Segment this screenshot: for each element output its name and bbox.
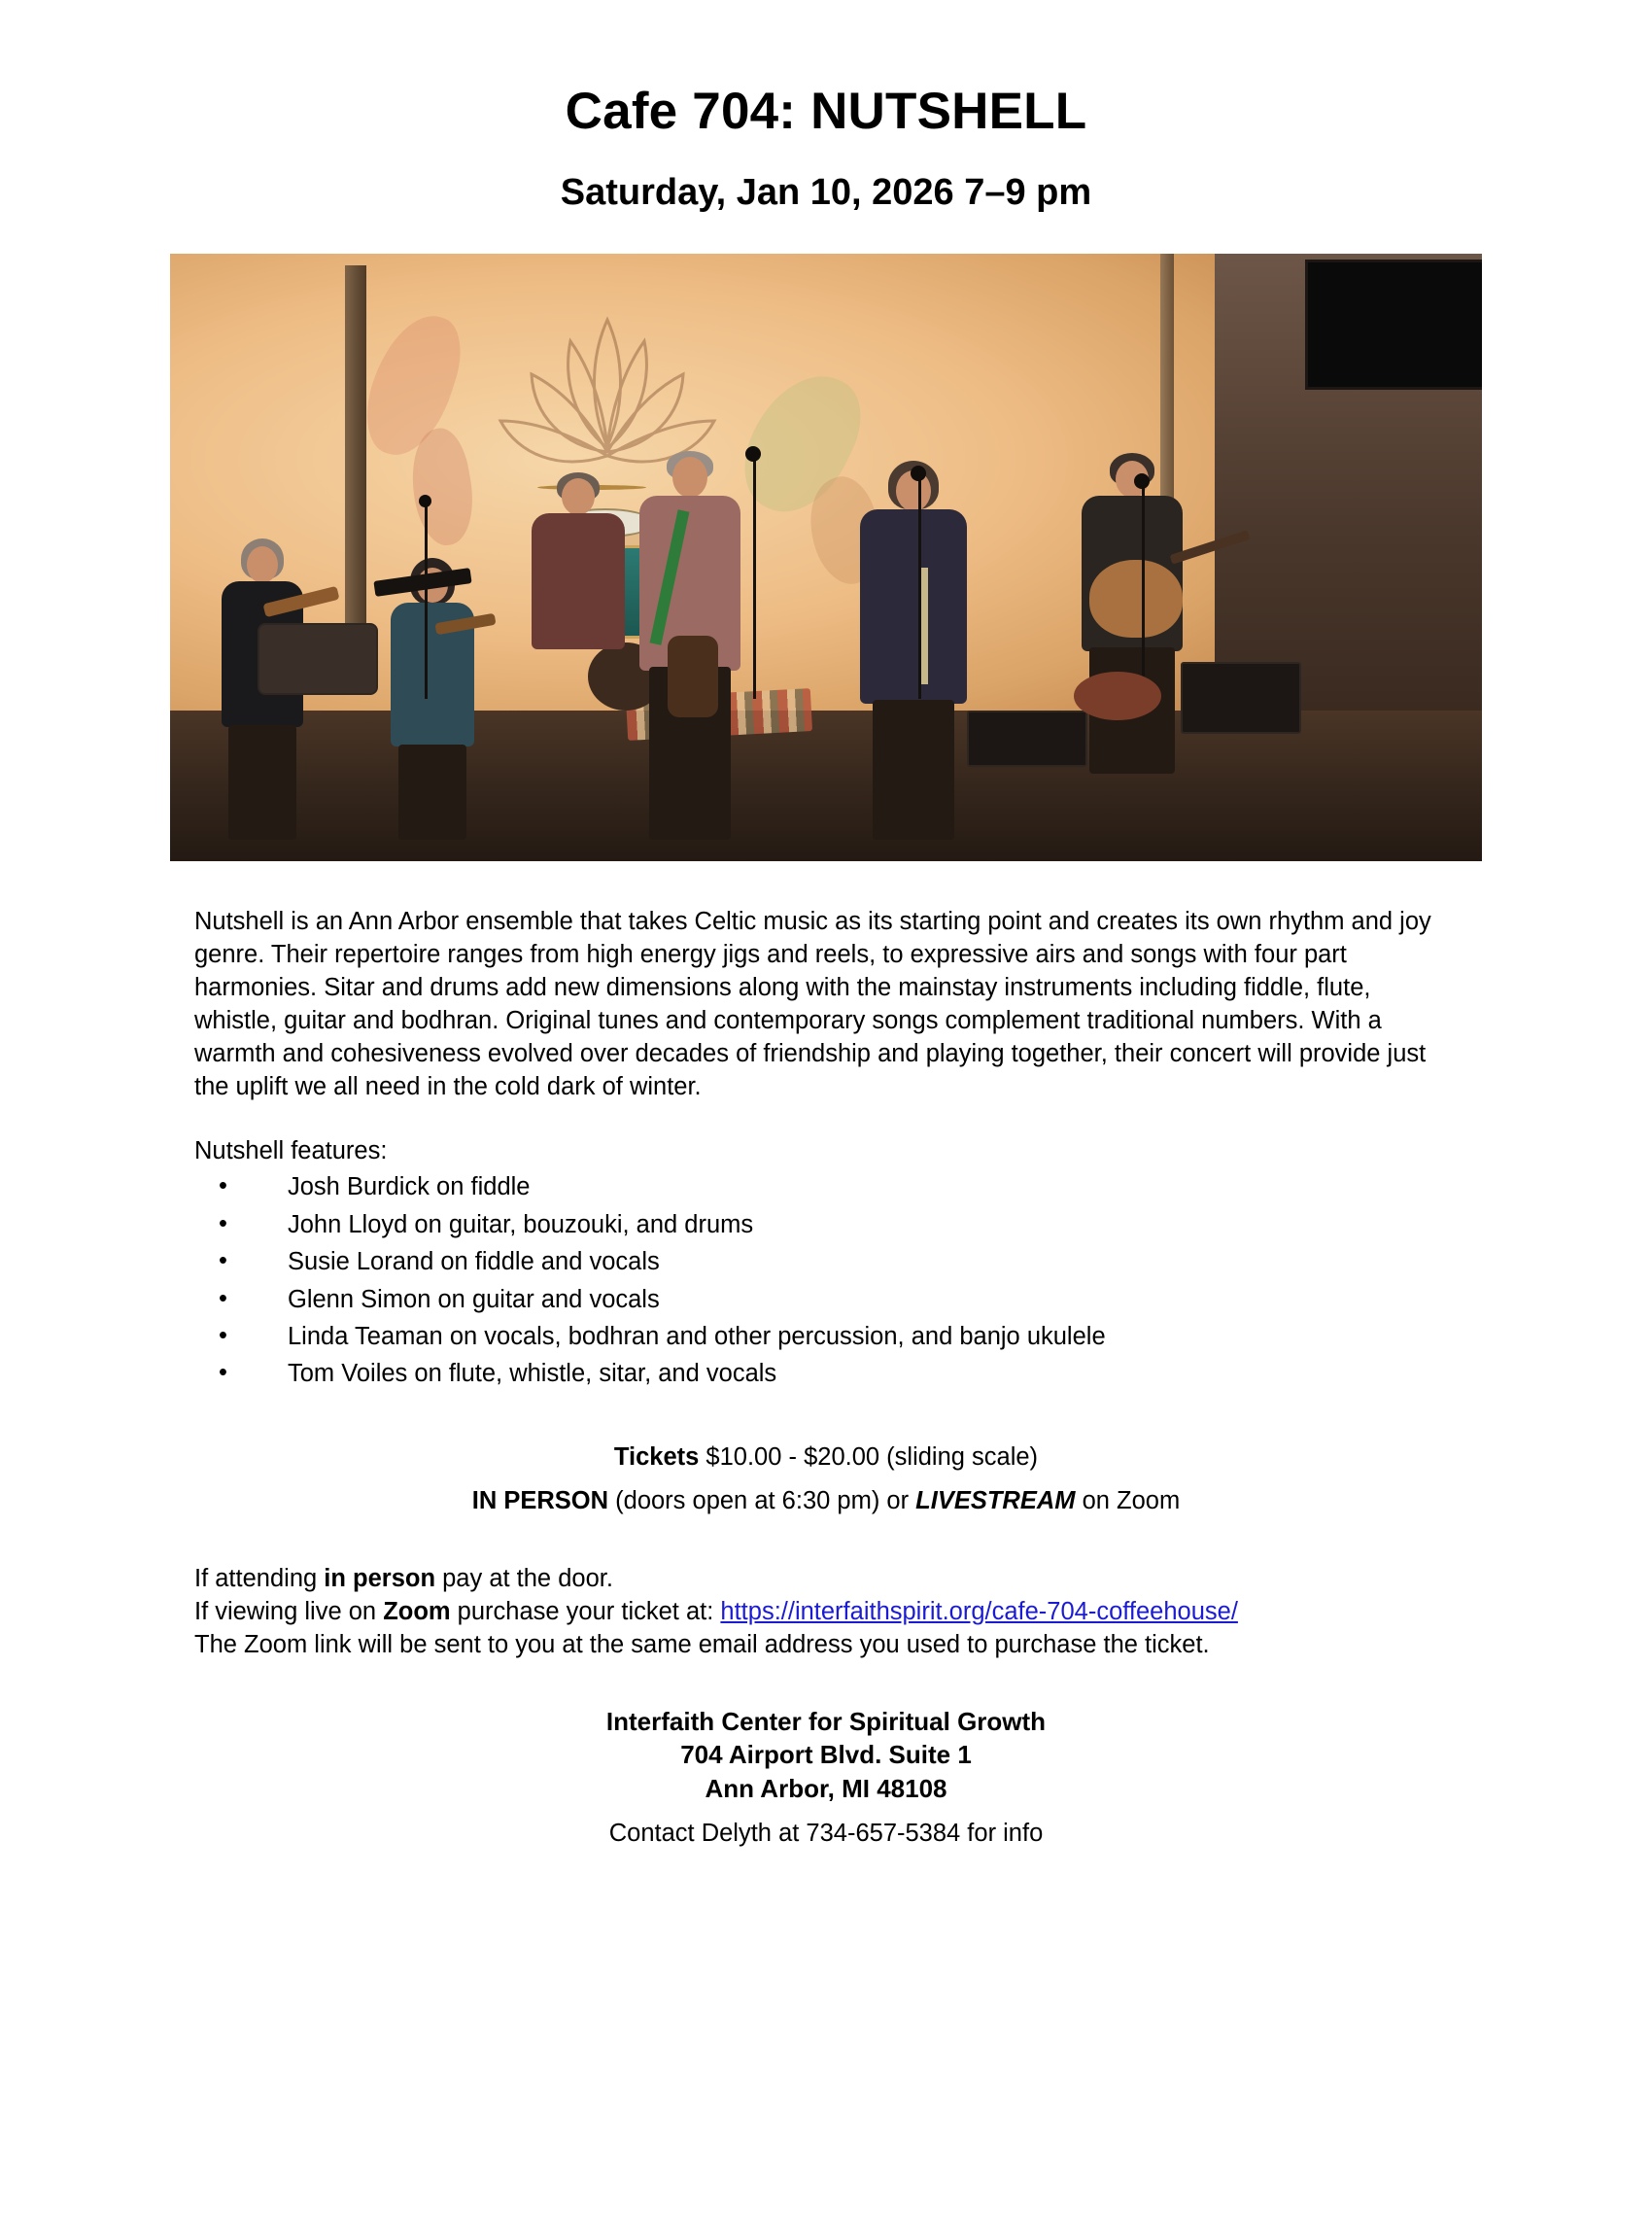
livestream-detail: on Zoom: [1075, 1487, 1181, 1515]
features-list: [194, 1171, 1458, 1391]
contact-info: Contact Delyth at 734-657-5384 for info: [608, 1819, 1044, 1847]
performer-lead-vocal: [627, 451, 753, 840]
microphone-icon: [745, 446, 761, 462]
instruction-in-person-bold: in person: [324, 1565, 436, 1593]
list-item: • Glenn Simon on guitar and vocals: [194, 1284, 1458, 1317]
instruction-in-person-post: pay at the door.: [435, 1565, 613, 1593]
tickets-price: $10.00 - $20.00 (sliding scale): [699, 1443, 1039, 1472]
microphone-icon: [911, 466, 926, 481]
tickets-label: Tickets: [613, 1443, 700, 1472]
features-label: Nutshell features:: [194, 1136, 388, 1164]
instruction-zoom-email: The Zoom link will be sent to you at the same email address you used to purchase the ticket.: [194, 1631, 1210, 1658]
bodhran-icon: [1074, 672, 1161, 720]
performer-fiddle-second: [379, 558, 486, 840]
performer-vocals-flute: [850, 461, 977, 840]
mic-stand: [1142, 483, 1145, 677]
event-datetime: Saturday, Jan 10, 2026 7–9 pm: [560, 172, 1092, 214]
instruction-zoom-post: purchase your ticket at:: [450, 1598, 721, 1626]
venue-block: [194, 1705, 1458, 1805]
venue-city: Ann Arbor, MI 48108: [705, 1773, 947, 1803]
microphone-icon: [419, 495, 431, 507]
in-person-label: IN PERSON: [471, 1487, 609, 1515]
wall-monitor: [1305, 260, 1482, 390]
band-description: Nutshell is an Ann Arbor ensemble that takes Celtic music as its starting point and creates its own rhythm and joy genre. Their repertoire ranges from high energy jigs and reels, to expressive airs and songs with four part harmonies. Sitar and drums add new dimensions along with the mainstay instruments including fiddle, flute, whistle, guitar and bodhran. Original tunes and contemporary songs complement traditional numbers. With a warmth and cohesiveness evolved over decades of friendship and playing together, their concert will provide just the uplift we all need in the cold dark of winter.: [194, 908, 1431, 1100]
mic-stand: [918, 475, 921, 699]
in-person-detail: (doors open at 6:30 pm) or: [608, 1487, 916, 1515]
livestream-label: LIVESTREAM: [915, 1487, 1076, 1515]
microphone-icon: [1134, 473, 1150, 489]
instruction-zoom-pre: If viewing live on: [194, 1598, 384, 1626]
tickets-line: [194, 1441, 1458, 1475]
venue-street: 704 Airport Blvd. Suite 1: [680, 1740, 972, 1770]
list-item: • John Lloyd on guitar, bouzouki, and drums: [194, 1209, 1458, 1242]
ticket-purchase-link[interactable]: https://interfaithspirit.org/cafe-704-coffeehouse/: [720, 1598, 1238, 1626]
instruction-zoom-bold: Zoom: [383, 1598, 451, 1626]
instruction-zoom: [194, 1596, 1458, 1629]
mic-stand: [425, 504, 428, 699]
instruction-in-person: [194, 1563, 1458, 1596]
guitar-icon: [1089, 560, 1183, 638]
stage-monitor: [967, 711, 1087, 767]
list-item: • Linda Teaman on vocals, bodhran and other percussion, and banjo ukulele: [194, 1321, 1458, 1354]
list-item: • Tom Voiles on flute, whistle, sitar, and vocals: [194, 1358, 1458, 1391]
instruction-in-person-pre: If attending: [194, 1565, 325, 1593]
performer-seated-back: [520, 472, 637, 696]
venue-name: Interfaith Center for Spiritual Growth: [605, 1706, 1047, 1736]
hand-drum: [668, 636, 718, 717]
stage-chair: [258, 623, 378, 695]
page-title: Cafe 704: NUTSHELL: [565, 83, 1087, 140]
band-photo-image: [170, 254, 1482, 861]
flyer-page: [0, 84, 1652, 2222]
list-item: • Susie Lorand on fiddle and vocals: [194, 1246, 1458, 1279]
ticket-instructions: [194, 1563, 1458, 1662]
list-item: • Josh Burdick on fiddle: [194, 1171, 1458, 1204]
stage-amp: [1181, 662, 1301, 734]
mic-stand: [753, 456, 756, 699]
flyer-body: [194, 906, 1458, 1851]
flute-icon: [920, 568, 928, 684]
band-photo: [170, 254, 1482, 861]
attendance-options-line: [194, 1485, 1458, 1518]
